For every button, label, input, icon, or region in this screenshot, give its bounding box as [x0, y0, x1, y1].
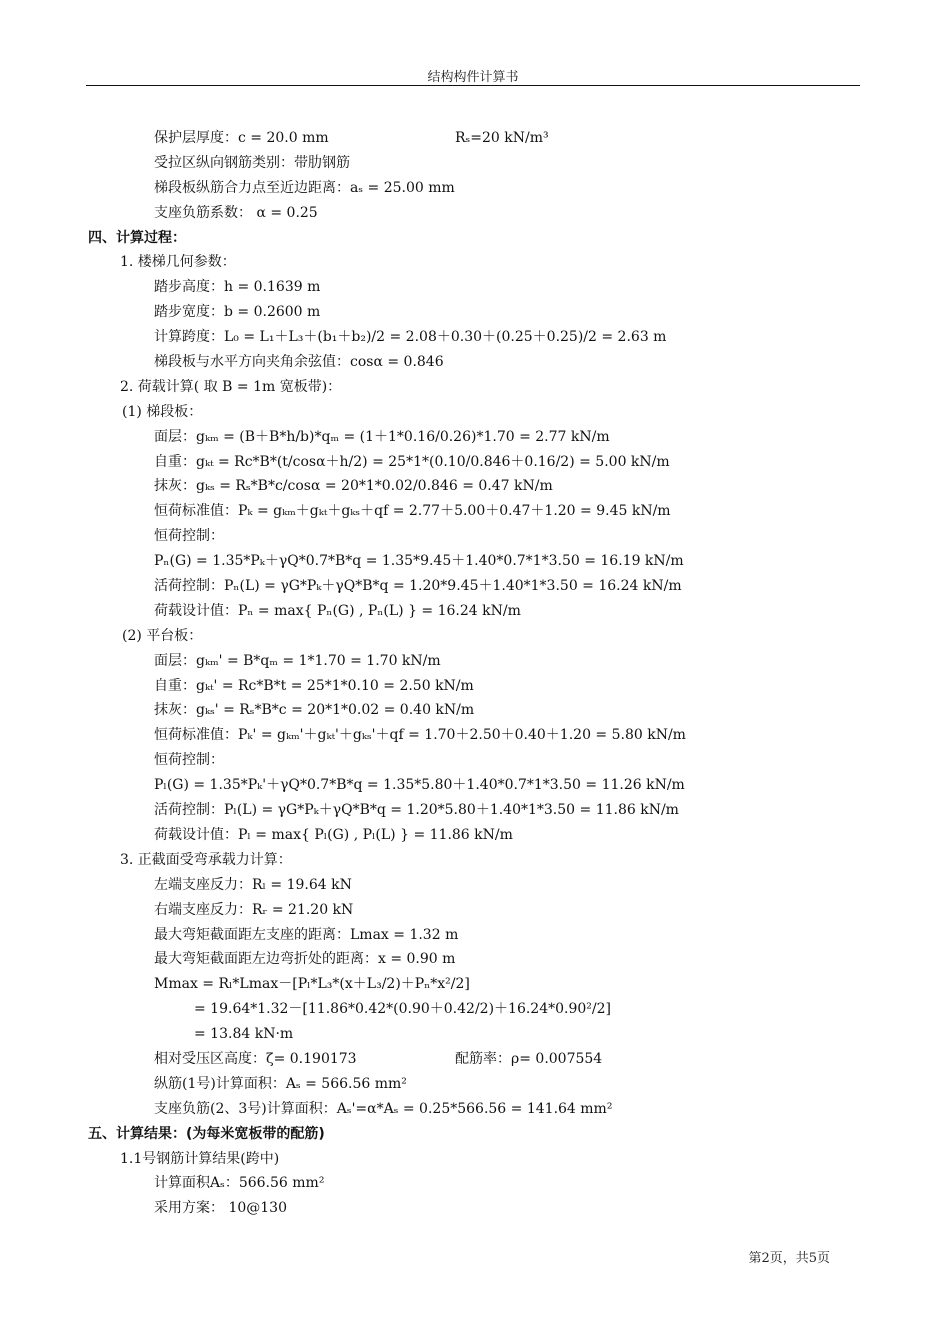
stair-dead-control-line: Pₙ(G) = 1.35*Pₖ＋γQ*0.7*B*q = 1.35*9.45＋1.40*0.7*1*3.50 = 16.19 kN/m [154, 553, 684, 570]
subheading-platform-slab: (2) 平台板： [122, 627, 203, 644]
max-moment-substitution-line: = 19.64*1.32－[11.86*0.42*(0.90＋0.42/2)＋16.24*0.90²/2] [194, 1001, 611, 1018]
section-heading-calculation: 四、计算过程： [88, 229, 186, 246]
platform-dead-control-line: Pₗ(G) = 1.35*Pₖ'＋γQ*0.7*B*q = 1.35*5.80＋1.40*0.7*1*3.50 = 11.26 kN/m [154, 777, 685, 794]
main-rebar-area-line: 纵筋(1号)计算面积：Aₛ = 566.56 mm² [154, 1075, 407, 1092]
max-moment-result-line: = 13.84 kN·m [194, 1026, 294, 1043]
reinforcement-ratio-text: 配筋率：ρ= 0.007554 [455, 1050, 603, 1067]
rebar-1-area-line: 计算面积Aₛ：566.56 mm² [154, 1175, 325, 1192]
subheading-flexural: 3. 正截面受弯承载力计算： [120, 851, 292, 868]
document-header-title: 结构构件计算书 [427, 70, 519, 85]
subheading-geometry: 1. 楼梯几何参数： [120, 254, 236, 271]
calculation-body [0, 126, 950, 1221]
support-coefficient-line: 支座负筋系数： α = 0.25 [154, 204, 318, 221]
max-moment-formula-line: Mmax = Rₗ*Lmax－[Pₗ*L₃*(x＋L₃/2)＋Pₙ*x²/2] [154, 976, 470, 993]
platform-dead-load-line: 恒荷标准值：Pₖ' = gₖₘ'＋gₖₜ'＋gₖₛ'＋qf = 1.70＋2.50＋0.40＋1.20 = 5.80 kN/m [154, 727, 686, 744]
platform-live-control-line: 活荷控制：Pₗ(L) = γG*Pₖ＋γQ*B*q = 1.20*5.80＋1.40*1*3.50 = 11.86 kN/m [154, 802, 679, 819]
step-height-line: 踏步高度：h = 0.1639 m [154, 279, 321, 296]
max-moment-distance-line: 最大弯矩截面距左支座的距离：Lmax = 1.32 m [154, 926, 459, 943]
page-number: 第2页，共5页 [748, 1251, 830, 1266]
support-rebar-area-line: 支座负筋(2、3号)计算面积：Aₛ'=α*Aₛ = 0.25*566.56 = 141.64 mm² [154, 1100, 613, 1117]
max-moment-bend-distance-line: 最大弯矩截面距左边弯折处的距离：x = 0.90 m [154, 951, 456, 968]
stair-design-load-line: 荷载设计值：Pₙ = max{ Pₙ(G) , Pₙ(L) } = 16.24 kN/m [154, 602, 521, 619]
platform-design-load-line: 荷载设计值：Pₗ = max{ Pₗ(G) , Pₗ(L) } = 11.86 kN/m [154, 826, 513, 843]
stair-self-weight-line: 自重：gₖₜ = Rc*B*(t/cosα＋h/2) = 25*1*(0.10/0.846＋0.16/2) = 5.00 kN/m [154, 453, 670, 470]
left-reaction-line: 左端支座反力：Rₗ = 19.64 kN [154, 876, 352, 893]
stair-live-control-line: 活荷控制：Pₙ(L) = γG*Pₖ＋γQ*B*q = 1.20*9.45＋1.40*1*3.50 = 16.24 kN/m [154, 578, 682, 595]
span-line: 计算跨度：L₀ = L₁＋L₃＋(b₁＋b₂)/2 = 2.08＋0.30＋(0.25＋0.25)/2 = 2.63 m [154, 329, 667, 346]
compression-zone-line [0, 1047, 950, 1072]
platform-surface-load-line: 面层：gₖₘ' = B*qₘ = 1*1.70 = 1.70 kN/m [154, 652, 441, 669]
rebar-1-scheme-line: 采用方案： 10@130 [154, 1200, 287, 1217]
stair-surface-load-line: 面层：gₖₘ = (B＋B*h/b)*qₘ = (1＋1*0.16/0.26)*1.70 = 2.77 kN/m [154, 428, 610, 445]
subheading-rebar-1: 1.1号钢筋计算结果(跨中) [120, 1150, 280, 1167]
platform-self-weight-line: 自重：gₖₜ' = Rc*B*t = 25*1*0.10 = 2.50 kN/m [154, 677, 474, 694]
stair-dead-control-label: 恒荷控制： [154, 528, 224, 545]
stair-dead-load-line: 恒荷标准值：Pₖ = gₖₘ＋gₖₜ＋gₖₛ＋qf = 2.77＋5.00＋0.47＋1.20 = 9.45 kN/m [154, 503, 671, 520]
cosine-line: 梯段板与水平方向夹角余弦值：cosα = 0.846 [154, 354, 444, 371]
header-rule [86, 85, 860, 86]
section-heading-results: 五、计算结果：(为每米宽板带的配筋) [88, 1125, 325, 1142]
stair-plaster-line: 抹灰：gₖₛ = Rₛ*B*c/cosα = 20*1*0.02/0.846 = 0.47 kN/m [154, 478, 553, 495]
subheading-load: 2. 荷载计算( 取 B = 1m 宽板带)： [120, 378, 342, 395]
compression-zone-text: 相对受压区高度：ζ= 0.190173 [154, 1050, 357, 1067]
platform-dead-control-label: 恒荷控制： [154, 752, 224, 769]
rebar-type-line: 受拉区纵向钢筋类别：带肋钢筋 [154, 154, 350, 171]
subheading-stair-slab: (1) 梯段板： [122, 403, 203, 420]
step-width-line: 踏步宽度：b = 0.2600 m [154, 304, 321, 321]
platform-plaster-line: 抹灰：gₖₛ' = Rₛ*B*c = 20*1*0.02 = 0.40 kN/m [154, 702, 475, 719]
plaster-density-text: Rₛ=20 kN/m³ [455, 130, 549, 146]
cover-thickness-text: 保护层厚度：c = 20.0 mm [154, 130, 329, 146]
right-reaction-line: 右端支座反力：Rᵣ = 21.20 kN [154, 901, 354, 918]
rebar-distance-line: 梯段板纵筋合力点至近边距离：aₛ = 25.00 mm [154, 179, 455, 196]
cover-thickness-line [0, 126, 950, 151]
